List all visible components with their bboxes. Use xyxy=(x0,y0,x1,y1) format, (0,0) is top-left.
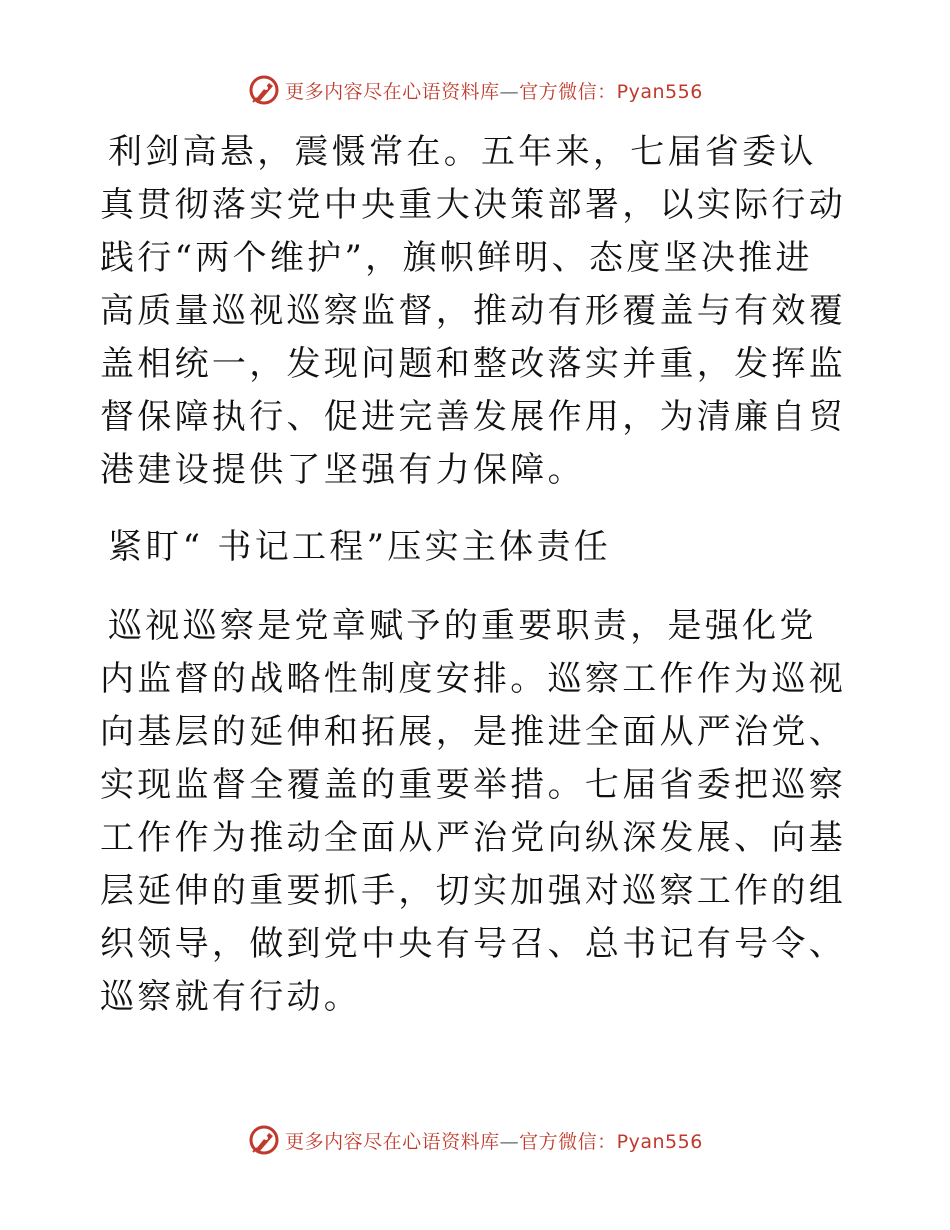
footer-banner-content xyxy=(247,1123,703,1157)
header-banner-main-text: 更多内容尽在心语资料库 xyxy=(285,80,500,103)
header-banner-text xyxy=(285,77,703,104)
header-banner-content xyxy=(247,73,703,107)
document-body xyxy=(100,120,850,1024)
paragraph-2: 巡视巡察是党章赋予的重要职责，是强化党内监督的战略性制度安排。巡察工作作为巡视向基层的延伸和拓展，是推进全面从严治党、实现监督全覆盖的重要举措。七届省委把巡察工作作为推动全面从严治党向纵深发展、向基层延伸的重要抓手，切实加强对巡察工作的组织领导，做到党中央有号召、总书记有号令、巡察就有行动。 xyxy=(100,606,846,1017)
footer-banner-main-text: 更多内容尽在心语资料库 xyxy=(285,1130,500,1153)
header-banner-wechat: 官方微信：Pyan556 xyxy=(519,80,703,103)
footer-banner-wechat: 官方微信：Pyan556 xyxy=(519,1130,703,1153)
section-heading: 紧盯“ 书记工程”压实主体责任 xyxy=(108,527,612,567)
paragraph-1: 利剑高悬，震慑常在。五年来，七届省委认真贯彻落实党中央重大决策部署，以实际行动践行“两个维护”，旗帜鲜明、态度坚决推进高质量巡视巡察监督，推动有形覆盖与有效覆盖相统一，发现问题和整改落实并重，发挥监督保障执行、促进完善发展作用，为清廉自贸港建设提供了坚强有力保障。 xyxy=(100,132,846,490)
header-banner-dash: — xyxy=(499,80,520,103)
footer-banner xyxy=(0,1120,950,1160)
pen-nib-circle-icon xyxy=(247,73,281,107)
pen-nib-circle-icon xyxy=(247,1123,281,1157)
footer-banner-text xyxy=(285,1127,703,1154)
footer-banner-dash: — xyxy=(499,1130,520,1153)
header-banner xyxy=(0,70,950,110)
